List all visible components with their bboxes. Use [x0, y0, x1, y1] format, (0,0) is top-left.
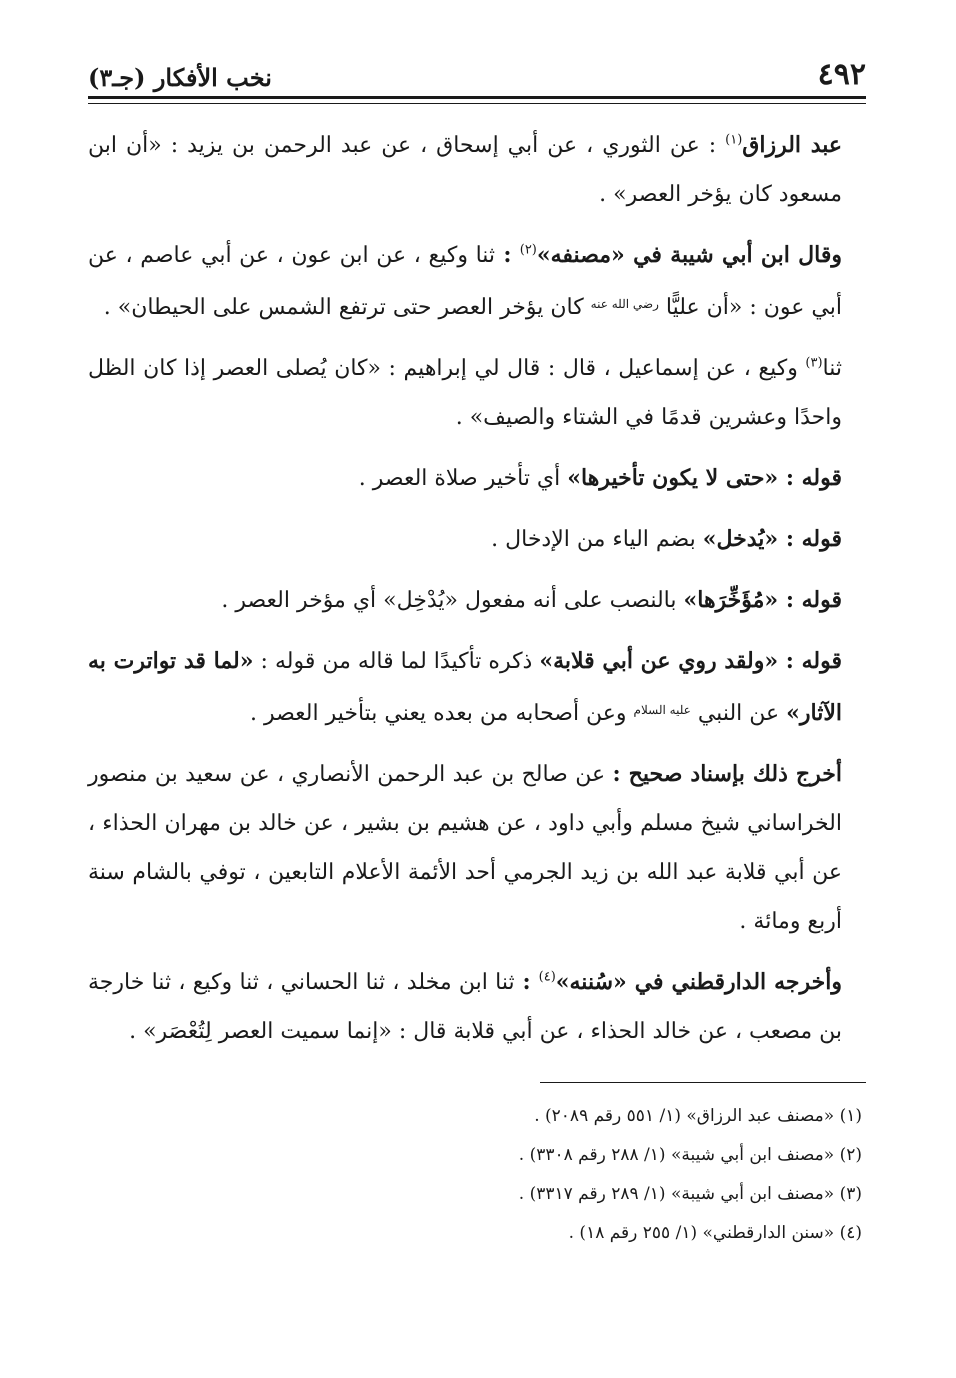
page-number: ٤٩٢	[817, 57, 866, 92]
paragraph	[88, 750, 866, 946]
text-segment: ثنا ابن مخلد ، ثنا الحساني ، ثنا وكيع ، ثنا خارجة بن مصعب ، عن خالد الحذاء ، عن أبي قلابة قال : «إنما سميت العصر لِتُعْصَر» .	[88, 970, 842, 1044]
honorific: رضي الله عنه	[590, 297, 659, 311]
paragraph	[88, 958, 866, 1056]
page-header	[88, 38, 866, 99]
footnotes	[88, 1097, 866, 1253]
paragraph	[88, 454, 866, 503]
bold-text: «لما قد تواترت به الآثار»	[88, 648, 842, 726]
paragraph	[88, 515, 866, 564]
text-segment: ذكره تأكيدًا لما قاله من قوله :	[253, 649, 540, 674]
footnote: (١) «مصنف عبد الرزاق» (١/ ٥٥١ رقم ٢٠٨٩) .	[534, 1106, 862, 1126]
bold-text: أخرج ذلك بإسناد صحيح :	[612, 761, 842, 787]
bold-text: قوله : «حتى لا يكون تأخيرها»	[567, 465, 842, 491]
paragraph	[88, 637, 866, 738]
footnote-ref: (٤)	[538, 969, 556, 985]
text-segment: ثنا	[822, 356, 842, 381]
paragraph	[88, 231, 866, 332]
main-text	[88, 121, 866, 1056]
text-segment: بالنصب على أنه مفعول «يُدْخِل» أي مؤخر العصر .	[221, 588, 684, 613]
text-segment: عن النبي	[690, 701, 787, 726]
footnote: (٣) «مصنف ابن أبي شيبة» (١/ ٢٨٩ رقم ٣٣١٧) .	[518, 1184, 862, 1204]
text-segment: ثنا وكيع ، عن ابن عون ، عن أبي عاصم ، عن أبي عون : «أن عليًّا	[88, 243, 842, 320]
text-segment: بضم الياء من الإدخال .	[491, 527, 703, 552]
bold-text: :	[514, 969, 539, 995]
paragraph	[88, 576, 866, 625]
text-segment: كان يؤخر العصر حتى ترتفع الشمس على الحيطان» .	[103, 295, 591, 320]
bold-text: :	[495, 242, 520, 268]
bold-text: قوله : «يُدخل»	[702, 526, 842, 552]
text-segment: : عن الثوري ، عن أبي إسحاق ، عن عبد الرحمن بن يزيد : «أن ابن مسعود كان يؤخر العصر» .	[88, 133, 842, 207]
bold-text: قوله : «ولقد روي عن أبي قلابة»	[539, 648, 842, 674]
honorific: عليه السلام	[633, 703, 691, 717]
bold-text: قوله : «مُؤَخِّرَها»	[683, 587, 842, 613]
text-segment: عن صالح بن عبد الرحمن الأنصاري ، عن سعيد بن منصور الخراساني شيخ مسلم وأبي داود ، عن هشيم بن بشير ، عن خالد بن مهران الحذاء ، عن أبي قلابة عبد الله بن زيد الجرمي أحد الأئمة الأعلام التابعين ، توفي بالشام سنة أربع ومائة .	[88, 762, 842, 934]
book-page	[88, 38, 866, 1358]
text-segment: وعن أصحابه من بعده يعني بتأخير العصر .	[249, 701, 634, 726]
footnote: (٤) «سنن الدارقطني» (١/ ٢٥٥ رقم ١٨) .	[568, 1223, 862, 1243]
text-segment: أي تأخير صلاة العصر .	[358, 466, 568, 491]
bold-text: وقال ابن أبي شيبة في «مصنفه»	[536, 242, 842, 268]
paragraph	[88, 344, 866, 442]
footnote-divider	[540, 1082, 866, 1083]
text-segment: وكيع ، عن إسماعيل ، قال : قال لي إبراهيم : «كان يُصلى العصر إذا كان الظل واحدًا وعشرين قدمًا في الشتاء والصيف» .	[88, 356, 842, 430]
footnote-ref: (٣)	[805, 355, 823, 371]
running-title: نخب الأفكار (جـ٣)	[88, 63, 272, 92]
bold-text: وأخرجه الدارقطني في «سُننه»	[555, 969, 842, 995]
footnote-ref: (٢)	[519, 242, 537, 258]
paragraph	[88, 121, 866, 219]
footnote-ref: (١)	[725, 132, 743, 148]
footnote: (٢) «مصنف ابن أبي شيبة» (١/ ٢٨٨ رقم ٣٣٠٨) .	[518, 1145, 862, 1165]
bold-text: عبد الرزاق	[742, 132, 843, 158]
